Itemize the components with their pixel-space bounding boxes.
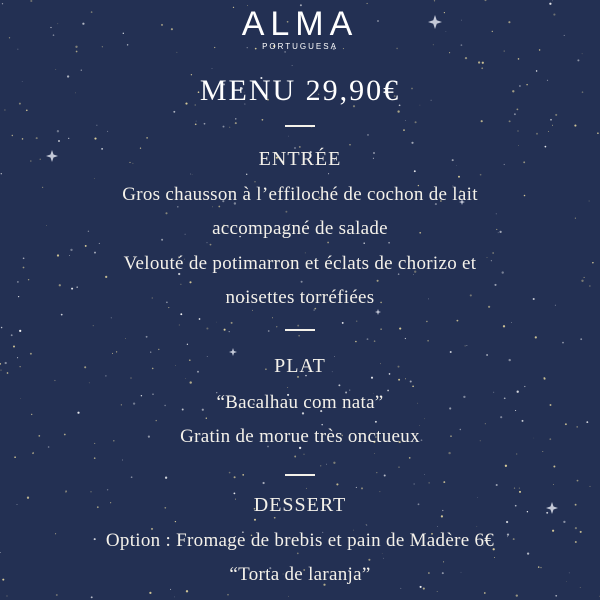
- entree-line: accompagné de salade: [212, 218, 388, 239]
- divider: [285, 474, 315, 476]
- brand-logo: [0, 4, 600, 51]
- divider: [285, 329, 315, 331]
- section-heading-entree: ENTRÉE: [258, 148, 342, 170]
- plat-line: Gratin de morue très onctueux: [180, 426, 420, 447]
- plat-line: “Bacalhau com nata”: [216, 392, 384, 413]
- section-heading-plat: PLAT: [274, 355, 326, 377]
- dessert-line: Option : Fromage de brebis et pain de Madère 6€: [105, 530, 495, 551]
- entree-line: Velouté de potimarron et éclats de chorizo et: [123, 253, 477, 274]
- dessert-line: “Torta de laranja”: [229, 564, 371, 585]
- section-heading-dessert: DESSERT: [253, 494, 347, 516]
- entree-line: Gros chausson à l’effiloché de cochon de lait: [122, 184, 478, 205]
- logo-tagline: PORTUGUESA: [262, 42, 338, 51]
- entree-line: noisettes torréfiées: [225, 287, 375, 308]
- logo-name: ALMA: [241, 5, 359, 43]
- menu-title: MENU 29,90€: [199, 74, 401, 107]
- divider: [285, 125, 315, 127]
